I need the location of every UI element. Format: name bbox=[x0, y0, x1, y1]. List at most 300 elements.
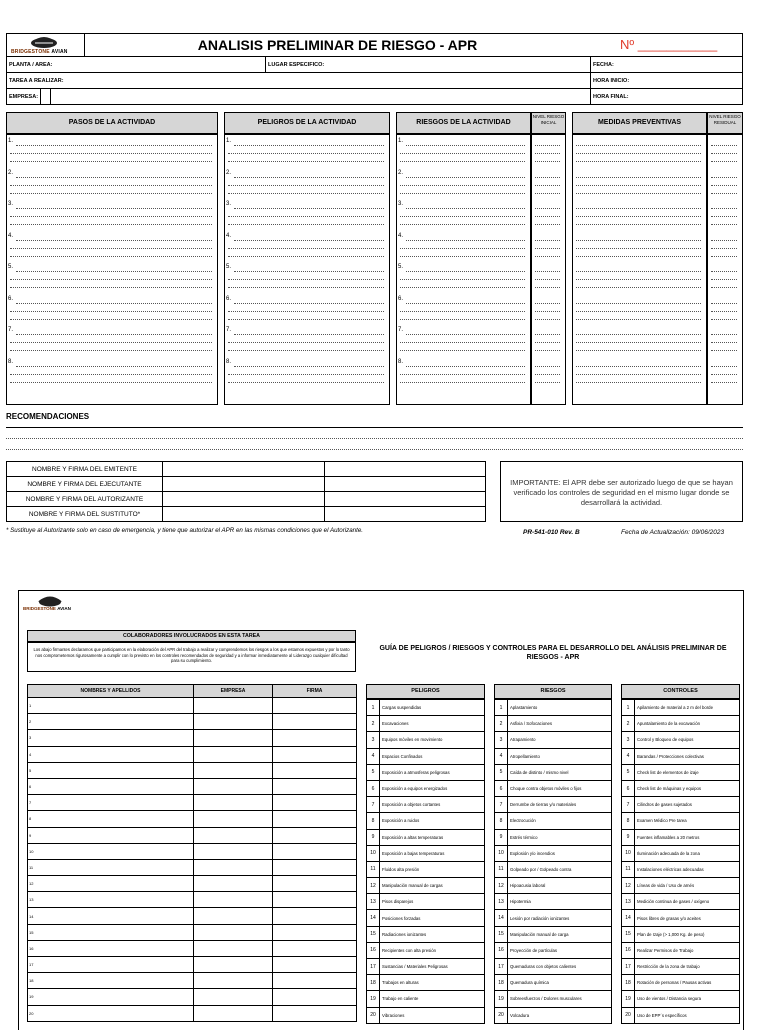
colab-firma-cell[interactable] bbox=[273, 908, 357, 924]
colab-name-cell[interactable] bbox=[28, 908, 194, 924]
control-row bbox=[622, 926, 740, 942]
control-row bbox=[622, 829, 740, 845]
signature-name-cell[interactable] bbox=[163, 477, 325, 492]
step-line[interactable] bbox=[400, 311, 525, 312]
step-line[interactable] bbox=[400, 350, 525, 351]
step-line[interactable] bbox=[228, 256, 384, 257]
step-line[interactable] bbox=[576, 256, 701, 257]
step-line[interactable] bbox=[10, 161, 212, 162]
guide-title: GUÍA DE PELIGROS / RIESGOS Y CONTROLES PARA EL DESARROLLO DEL ANÁLISIS PRELIMINAR DE RIESGOS - APR bbox=[379, 645, 727, 661]
company-logo bbox=[7, 34, 85, 56]
step-line[interactable] bbox=[576, 366, 701, 367]
fecha-field[interactable]: FECHA: bbox=[593, 62, 614, 68]
colab-title: COLABORADORES INVOLUCRADOS EN ESTA TAREA bbox=[27, 630, 356, 642]
step-line[interactable] bbox=[576, 311, 701, 312]
step-line[interactable] bbox=[10, 319, 212, 320]
step-line[interactable] bbox=[711, 216, 737, 217]
peligro-row bbox=[367, 1007, 485, 1023]
step-line[interactable] bbox=[228, 374, 384, 375]
step-line[interactable] bbox=[228, 248, 384, 249]
step-line[interactable] bbox=[576, 374, 701, 375]
riesgo-row bbox=[495, 942, 612, 958]
guide-number: 19 bbox=[367, 991, 380, 1007]
colab-name-cell[interactable] bbox=[28, 1005, 194, 1021]
step-line[interactable] bbox=[228, 185, 384, 186]
step-line[interactable] bbox=[711, 145, 737, 146]
guide-number: 14 bbox=[622, 910, 635, 926]
colab-firma-cell[interactable] bbox=[273, 746, 357, 762]
step-line[interactable] bbox=[711, 279, 737, 280]
step-line[interactable] bbox=[16, 177, 212, 178]
guide-number: 20 bbox=[622, 1007, 635, 1023]
step-line[interactable] bbox=[535, 334, 560, 335]
control-row bbox=[622, 700, 740, 716]
colab-name-cell[interactable] bbox=[28, 778, 194, 794]
row-number: 2 bbox=[29, 719, 32, 725]
step-line[interactable] bbox=[576, 185, 701, 186]
guide-number: 7 bbox=[495, 797, 508, 813]
step-line[interactable] bbox=[711, 224, 737, 225]
step-line[interactable] bbox=[10, 382, 212, 383]
guide-item-label: Rotación de personas / Pausas activas bbox=[635, 975, 740, 991]
step-line[interactable] bbox=[10, 216, 212, 217]
riesgo-row bbox=[495, 910, 612, 926]
signature-label: NOMBRE Y FIRMA DEL SUSTITUTO* bbox=[7, 507, 163, 522]
step-line[interactable] bbox=[228, 153, 384, 154]
step-line[interactable] bbox=[228, 350, 384, 351]
guide-item-label: Posiciones forzadas bbox=[380, 910, 485, 926]
step-line[interactable] bbox=[535, 319, 560, 320]
pasos-column[interactable] bbox=[6, 134, 218, 405]
guide-number: 13 bbox=[367, 894, 380, 910]
signature-firma-cell[interactable] bbox=[324, 477, 486, 492]
colab-firma-cell[interactable] bbox=[273, 876, 357, 892]
guide-item-label: Iluminación adecuada de la zona bbox=[635, 845, 740, 861]
guide-item-label: Hipotermia bbox=[508, 894, 612, 910]
step-line[interactable] bbox=[576, 193, 701, 194]
step-line[interactable] bbox=[234, 177, 384, 178]
colab-empresa-cell[interactable] bbox=[194, 973, 273, 989]
step-line[interactable] bbox=[576, 153, 701, 154]
step-line[interactable] bbox=[535, 224, 560, 225]
step-line[interactable] bbox=[406, 208, 525, 209]
update-date: Fecha de Actualización: 09/06/2023 bbox=[621, 529, 725, 536]
guide-number: 8 bbox=[622, 813, 635, 829]
step-line[interactable] bbox=[535, 185, 560, 186]
colab-empresa-cell[interactable] bbox=[194, 892, 273, 908]
step-line[interactable] bbox=[711, 366, 737, 367]
colab-name-cell[interactable] bbox=[28, 746, 194, 762]
lugar-field[interactable]: LUGAR ESPECIFICO: bbox=[266, 57, 591, 72]
step-line[interactable] bbox=[228, 342, 384, 343]
step-line[interactable] bbox=[400, 287, 525, 288]
signature-name-cell[interactable] bbox=[163, 462, 325, 477]
step-line[interactable] bbox=[576, 208, 701, 209]
step-line[interactable] bbox=[234, 145, 384, 146]
peligro-row bbox=[367, 959, 485, 975]
step-line[interactable] bbox=[400, 374, 525, 375]
guide-item-label: Pisos disparejos bbox=[380, 894, 485, 910]
step-line[interactable] bbox=[400, 256, 525, 257]
step-line[interactable] bbox=[535, 350, 560, 351]
step-line[interactable] bbox=[535, 374, 560, 375]
guide-number: 2 bbox=[622, 716, 635, 732]
peligros-column[interactable] bbox=[224, 134, 390, 405]
step-line[interactable] bbox=[535, 287, 560, 288]
step-line[interactable] bbox=[711, 382, 737, 383]
control-row bbox=[622, 716, 740, 732]
step-line[interactable] bbox=[576, 342, 701, 343]
step-line[interactable] bbox=[10, 248, 212, 249]
step-line[interactable] bbox=[711, 248, 737, 249]
guide-item-label: Derrumbe de tierras y/o materiales bbox=[508, 797, 612, 813]
step-line[interactable] bbox=[228, 311, 384, 312]
colab-firma-cell[interactable] bbox=[273, 973, 357, 989]
colab-name-cell[interactable] bbox=[28, 859, 194, 875]
step-number: 6. bbox=[8, 295, 14, 302]
peligro-row bbox=[367, 910, 485, 926]
colab-empresa-cell[interactable] bbox=[194, 811, 273, 827]
peligro-row bbox=[367, 845, 485, 861]
guide-item-label: Pisos libres de grasas y/o aceites bbox=[635, 910, 740, 926]
step-line[interactable] bbox=[16, 271, 212, 272]
colab-firma-cell[interactable] bbox=[273, 762, 357, 778]
riesgo-row bbox=[495, 716, 612, 732]
step-line[interactable] bbox=[535, 271, 560, 272]
step-line[interactable] bbox=[535, 256, 560, 257]
colab-name-cell[interactable] bbox=[28, 892, 194, 908]
step-line[interactable] bbox=[10, 279, 212, 280]
step-line[interactable] bbox=[228, 161, 384, 162]
step-line[interactable] bbox=[16, 208, 212, 209]
guide-number: 12 bbox=[622, 878, 635, 894]
step-line[interactable] bbox=[10, 185, 212, 186]
riesgo-row bbox=[495, 700, 612, 716]
colab-empresa-cell[interactable] bbox=[194, 876, 273, 892]
guide-item-label: Sobreesfuerzos / Dolores musculares bbox=[508, 991, 612, 1007]
colab-firma-cell[interactable] bbox=[273, 1005, 357, 1021]
colab-row bbox=[28, 876, 357, 892]
colab-empresa-cell[interactable] bbox=[194, 714, 273, 730]
colab-empresa-cell[interactable] bbox=[194, 698, 273, 714]
step-line[interactable] bbox=[576, 224, 701, 225]
colab-empresa-cell[interactable] bbox=[194, 1005, 273, 1021]
guide-number: 7 bbox=[367, 797, 380, 813]
step-line[interactable] bbox=[535, 216, 560, 217]
step-line[interactable] bbox=[576, 279, 701, 280]
colab-row bbox=[28, 843, 357, 859]
colab-name-cell[interactable] bbox=[28, 698, 194, 714]
apr-form bbox=[6, 33, 743, 105]
control-row bbox=[622, 975, 740, 991]
step-line[interactable] bbox=[711, 208, 737, 209]
riesgo-row bbox=[495, 894, 612, 910]
step-line[interactable] bbox=[711, 311, 737, 312]
colab-firma-cell[interactable] bbox=[273, 940, 357, 956]
step-line[interactable] bbox=[234, 208, 384, 209]
step-number: 4. bbox=[8, 232, 14, 239]
colab-firma-cell[interactable] bbox=[273, 795, 357, 811]
guide-item-label: Radiaciones ionizantes bbox=[380, 926, 485, 942]
colab-name-cell[interactable] bbox=[28, 989, 194, 1005]
step-line[interactable] bbox=[234, 366, 384, 367]
step-line[interactable] bbox=[406, 271, 525, 272]
colab-name-cell[interactable] bbox=[28, 940, 194, 956]
step-line[interactable] bbox=[10, 350, 212, 351]
signature-name-cell[interactable] bbox=[163, 507, 325, 522]
step-line[interactable] bbox=[400, 153, 525, 154]
step-line[interactable] bbox=[16, 366, 212, 367]
step-line[interactable] bbox=[535, 279, 560, 280]
peligro-row bbox=[367, 878, 485, 894]
step-line[interactable] bbox=[576, 240, 701, 241]
colab-empresa-cell[interactable] bbox=[194, 795, 273, 811]
colab-firma-cell[interactable] bbox=[273, 811, 357, 827]
step-line[interactable] bbox=[10, 311, 212, 312]
step-line[interactable] bbox=[228, 193, 384, 194]
colab-row bbox=[28, 957, 357, 973]
step-line[interactable] bbox=[711, 256, 737, 257]
step-line[interactable] bbox=[711, 185, 737, 186]
step-line[interactable] bbox=[16, 303, 212, 304]
guide-item-label: Apuntalamiento de la excavación bbox=[635, 716, 740, 732]
step-line[interactable] bbox=[711, 177, 737, 178]
step-line[interactable] bbox=[535, 342, 560, 343]
step-line[interactable] bbox=[16, 145, 212, 146]
step-line[interactable] bbox=[234, 303, 384, 304]
step-number: 3. bbox=[226, 201, 232, 207]
signature-name-cell[interactable] bbox=[163, 492, 325, 507]
step-line[interactable] bbox=[535, 366, 560, 367]
step-line[interactable] bbox=[234, 240, 384, 241]
colab-firma-cell[interactable] bbox=[273, 892, 357, 908]
guide-number: 4 bbox=[495, 748, 508, 764]
guide-number: 6 bbox=[495, 780, 508, 796]
step-line[interactable] bbox=[228, 279, 384, 280]
step-line[interactable] bbox=[535, 382, 560, 383]
riesgos-column[interactable] bbox=[396, 134, 531, 405]
colab-name-cell[interactable] bbox=[28, 924, 194, 940]
colab-firma-cell[interactable] bbox=[273, 957, 357, 973]
colab-firma-cell[interactable] bbox=[273, 843, 357, 859]
step-number: 5. bbox=[8, 264, 14, 270]
step-line[interactable] bbox=[406, 366, 525, 367]
colab-firma-cell[interactable] bbox=[273, 827, 357, 843]
step-line[interactable] bbox=[406, 177, 525, 178]
step-line[interactable] bbox=[576, 350, 701, 351]
colab-name-cell[interactable] bbox=[28, 876, 194, 892]
step-line[interactable] bbox=[535, 240, 560, 241]
step-line[interactable] bbox=[711, 374, 737, 375]
control-row bbox=[622, 959, 740, 975]
colab-empresa-cell[interactable] bbox=[194, 859, 273, 875]
colab-name-cell[interactable] bbox=[28, 973, 194, 989]
step-line[interactable] bbox=[535, 248, 560, 249]
step-line[interactable] bbox=[576, 334, 701, 335]
step-line[interactable] bbox=[576, 303, 701, 304]
step-line[interactable] bbox=[228, 224, 384, 225]
planta-field[interactable]: PLANTA / AREA: bbox=[7, 57, 266, 72]
step-line[interactable] bbox=[400, 319, 525, 320]
nivel-inicial-column[interactable] bbox=[531, 134, 566, 405]
step-line[interactable] bbox=[228, 216, 384, 217]
signature-firma-cell[interactable] bbox=[324, 507, 486, 522]
step-line[interactable] bbox=[576, 216, 701, 217]
step-line[interactable] bbox=[711, 240, 737, 241]
colab-firma-cell[interactable] bbox=[273, 989, 357, 1005]
signature-row bbox=[7, 477, 486, 492]
colab-name-cell[interactable] bbox=[28, 714, 194, 730]
guide-number: 8 bbox=[495, 813, 508, 829]
step-line[interactable] bbox=[535, 193, 560, 194]
step-line[interactable] bbox=[16, 240, 212, 241]
step-line[interactable] bbox=[400, 216, 525, 217]
step-line[interactable] bbox=[10, 256, 212, 257]
step-line[interactable] bbox=[400, 382, 525, 383]
step-line[interactable] bbox=[711, 334, 737, 335]
step-line[interactable] bbox=[406, 145, 525, 146]
step-line[interactable] bbox=[711, 303, 737, 304]
step-line[interactable] bbox=[400, 248, 525, 249]
guide-item-label: Exposición a bajas temperaturas bbox=[380, 845, 485, 861]
colab-empresa-cell[interactable] bbox=[194, 762, 273, 778]
colab-name-cell[interactable] bbox=[28, 957, 194, 973]
step-line[interactable] bbox=[576, 271, 701, 272]
step-line[interactable] bbox=[711, 350, 737, 351]
step-line[interactable] bbox=[711, 342, 737, 343]
nivel-residual-column[interactable] bbox=[707, 134, 743, 405]
step-line[interactable] bbox=[400, 342, 525, 343]
colab-firma-cell[interactable] bbox=[273, 698, 357, 714]
riesgo-row bbox=[495, 780, 612, 796]
peligro-row bbox=[367, 700, 485, 716]
colab-firma-cell[interactable] bbox=[273, 778, 357, 794]
colab-firma-cell[interactable] bbox=[273, 924, 357, 940]
step-line[interactable] bbox=[400, 185, 525, 186]
step-line[interactable] bbox=[10, 342, 212, 343]
colab-empresa-cell[interactable] bbox=[194, 746, 273, 762]
step-line[interactable] bbox=[400, 224, 525, 225]
step-number: 1. bbox=[8, 138, 14, 144]
step-line[interactable] bbox=[535, 311, 560, 312]
step-line[interactable] bbox=[228, 319, 384, 320]
colab-empresa-cell[interactable] bbox=[194, 843, 273, 859]
colab-name-cell[interactable] bbox=[28, 843, 194, 859]
step-line[interactable] bbox=[234, 271, 384, 272]
step-line[interactable] bbox=[711, 271, 737, 272]
riesgo-row bbox=[495, 732, 612, 748]
guide-number: 3 bbox=[495, 732, 508, 748]
medidas-column[interactable] bbox=[572, 134, 707, 405]
footnote: * Sustituye al Autorizante solo en caso de emergencia, y tiene que autorizar el APR en las mismas condiciones que el Autorizante. bbox=[6, 527, 364, 534]
step-line[interactable] bbox=[10, 287, 212, 288]
colab-name-cell[interactable] bbox=[28, 762, 194, 778]
colab-name-cell[interactable] bbox=[28, 811, 194, 827]
step-line[interactable] bbox=[234, 334, 384, 335]
hora-final-field[interactable]: HORA FINAL: bbox=[593, 94, 629, 100]
signature-firma-cell[interactable] bbox=[324, 462, 486, 477]
step-line[interactable] bbox=[535, 153, 560, 154]
step-line[interactable] bbox=[535, 177, 560, 178]
step-line[interactable] bbox=[406, 303, 525, 304]
form-number[interactable]: Nº ___________ bbox=[620, 37, 718, 52]
colab-name-cell[interactable] bbox=[28, 730, 194, 746]
step-line[interactable] bbox=[711, 319, 737, 320]
colab-empresa-cell[interactable] bbox=[194, 908, 273, 924]
colab-empresa-cell[interactable] bbox=[194, 730, 273, 746]
colab-empresa-cell[interactable] bbox=[194, 989, 273, 1005]
signature-firma-cell[interactable] bbox=[324, 492, 486, 507]
colab-name-cell[interactable] bbox=[28, 827, 194, 843]
step-line[interactable] bbox=[10, 153, 212, 154]
step-line[interactable] bbox=[400, 161, 525, 162]
guide-item-label: Lesión por radiación ionizantes bbox=[508, 910, 612, 926]
step-line[interactable] bbox=[576, 177, 701, 178]
step-line[interactable] bbox=[576, 248, 701, 249]
colab-firma-cell[interactable] bbox=[273, 714, 357, 730]
step-line[interactable] bbox=[10, 193, 212, 194]
row-number: 6 bbox=[29, 784, 32, 790]
step-line[interactable] bbox=[711, 161, 737, 162]
step-line[interactable] bbox=[711, 287, 737, 288]
step-line[interactable] bbox=[10, 374, 212, 375]
step-line[interactable] bbox=[576, 287, 701, 288]
guide-item-label: Golpeado por / Golpeado contra bbox=[508, 861, 612, 877]
step-line[interactable] bbox=[576, 145, 701, 146]
colab-empresa-cell[interactable] bbox=[194, 924, 273, 940]
header-pasos: PASOS DE LA ACTIVIDAD bbox=[6, 112, 218, 134]
colab-empresa-cell[interactable] bbox=[194, 957, 273, 973]
step-line[interactable] bbox=[576, 319, 701, 320]
step-line[interactable] bbox=[16, 334, 212, 335]
riesgo-row bbox=[495, 926, 612, 942]
hora-inicio-field[interactable]: HORA INICIO: bbox=[593, 78, 630, 84]
colab-empresa-cell[interactable] bbox=[194, 940, 273, 956]
peligro-row bbox=[367, 797, 485, 813]
empresa-field[interactable]: EMPRESA: bbox=[7, 89, 41, 104]
control-row bbox=[622, 894, 740, 910]
step-line[interactable] bbox=[711, 153, 737, 154]
step-line[interactable] bbox=[576, 382, 701, 383]
row-number: 10 bbox=[29, 848, 34, 854]
step-line[interactable] bbox=[228, 382, 384, 383]
step-line[interactable] bbox=[576, 161, 701, 162]
step-line[interactable] bbox=[228, 287, 384, 288]
step-line[interactable] bbox=[535, 208, 560, 209]
colab-firma-cell[interactable] bbox=[273, 859, 357, 875]
guide-number: 10 bbox=[622, 845, 635, 861]
colab-text: Los abajo firmantes declaramos que participamos en la elaboración del APR del trabajo a realizar y comprendemos los riesgos a los que estamos expuestos y por lo tanto nos comprometemos rigurosamente a cumplir con lo previsto en los controles recomendados de seguridad y a informar inmediatamente al Liderazgo cualquier dificultad para su cumplimiento. bbox=[27, 642, 356, 672]
colab-empresa-cell[interactable] bbox=[194, 827, 273, 843]
step-line[interactable] bbox=[406, 334, 525, 335]
colab-empresa-cell[interactable] bbox=[194, 778, 273, 794]
step-line[interactable] bbox=[400, 279, 525, 280]
step-line[interactable] bbox=[10, 224, 212, 225]
step-line[interactable] bbox=[535, 303, 560, 304]
guide-number: 9 bbox=[367, 829, 380, 845]
colab-name-cell[interactable] bbox=[28, 795, 194, 811]
step-line[interactable] bbox=[406, 240, 525, 241]
step-line[interactable] bbox=[400, 193, 525, 194]
step-line[interactable] bbox=[535, 161, 560, 162]
step-line[interactable] bbox=[535, 145, 560, 146]
colab-row bbox=[28, 924, 357, 940]
step-line[interactable] bbox=[711, 193, 737, 194]
guide-item-label: Vibraciones bbox=[380, 1007, 485, 1023]
tarea-field[interactable]: TAREA A REALIZAR: bbox=[7, 73, 591, 88]
colab-firma-cell[interactable] bbox=[273, 730, 357, 746]
control-row bbox=[622, 813, 740, 829]
